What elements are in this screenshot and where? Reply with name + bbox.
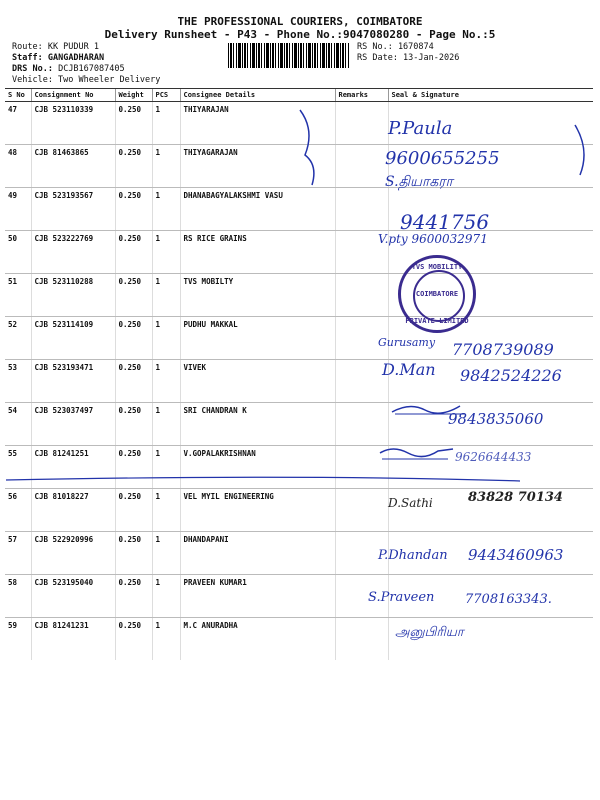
consignment-cell: CJB 81241251 xyxy=(31,446,115,489)
runsheet-subtitle: Delivery Runsheet - P43 - Phone No.:9047080280 - Page No.:5 xyxy=(104,28,496,41)
sno-cell: 50 xyxy=(5,231,31,274)
handwritten-phone-49: 9441756 xyxy=(400,210,490,234)
col-consignee: Consignee Details xyxy=(180,89,335,102)
consignee-cell: DHANDAPANI xyxy=(180,532,335,575)
handwritten-signature-58: S.Praveen xyxy=(368,590,435,605)
consignment-cell: CJB 523193567 xyxy=(31,188,115,231)
sno-cell: 55 xyxy=(5,446,31,489)
weight-cell: 0.250 xyxy=(115,188,152,231)
pcs-cell: 1 xyxy=(152,532,180,575)
pcs-cell: 1 xyxy=(152,489,180,532)
pcs-cell: 1 xyxy=(152,102,180,145)
handwritten-phone-55: 9626644433 xyxy=(455,450,532,464)
handwritten-phone-57: 9443460963 xyxy=(468,546,564,564)
handwritten-signature-57: P.Dhandan xyxy=(378,548,448,563)
col-signature: Seal & Signature xyxy=(388,89,593,102)
pcs-cell: 1 xyxy=(152,145,180,188)
sno-cell: 59 xyxy=(8,621,18,630)
weight-cell: 0.250 xyxy=(115,145,152,188)
consignment-cell: CJB 523110339 xyxy=(31,102,115,145)
company-title: THE PROFESSIONAL COURIERS, COIMBATORE xyxy=(177,15,423,28)
weight-cell: 0.250 xyxy=(115,489,152,532)
handwritten-phone-56: 83828 70134 xyxy=(468,490,563,505)
handwritten-phone-58: 7708163343. xyxy=(465,592,552,607)
consignment-cell: CJB 523193471 xyxy=(31,360,115,403)
col-pcs: PCS xyxy=(152,89,180,102)
sno-cell: 57 xyxy=(5,532,31,575)
brace-mark-right xyxy=(575,125,584,175)
handwritten-signature-55 xyxy=(378,443,456,463)
pcs-cell: 1 xyxy=(152,360,180,403)
drs-number: DCJB167087405 xyxy=(58,64,125,74)
weight-cell: 0.250 xyxy=(115,274,152,317)
pcs-cell: 1 xyxy=(152,231,180,274)
consignee-cell: SRI CHANDRAN K xyxy=(180,403,335,446)
pcs-cell: 1 xyxy=(152,188,180,231)
consignee-cell: M.C ANURADHA xyxy=(180,618,335,661)
rs-date: RS Date: 13-Jan-2026 xyxy=(357,53,460,63)
consignment-cell: CJB 81241231 xyxy=(31,618,115,661)
sno-cell: 53 xyxy=(5,360,31,403)
weight-cell: 0.250 xyxy=(115,360,152,403)
col-consignment: Consignment No xyxy=(31,89,115,102)
pcs-cell: 1 xyxy=(152,618,180,661)
handwritten-signature-48: S.தியாகரா xyxy=(385,174,453,190)
weight-cell: 0.250 xyxy=(115,403,152,446)
sno-cell: 48 xyxy=(5,145,31,188)
handwritten-signature-53: D.Man xyxy=(382,360,436,379)
sno-cell: 52 xyxy=(5,317,31,360)
weight-cell: 0.250 xyxy=(115,532,152,575)
weight-cell: 0.250 xyxy=(115,575,152,618)
stamp-bottom-text: PRIVATE LIMITED xyxy=(405,317,469,325)
pcs-cell: 1 xyxy=(152,317,180,360)
stamp-middle-text: COIMBATORE xyxy=(415,290,459,298)
consignee-cell: VIVEK xyxy=(180,360,335,403)
consignee-cell: PUDHU MAKKAL xyxy=(180,317,335,360)
consignee-cell: DHANABAGYALAKSHMI VASU xyxy=(180,188,335,231)
sno-cell: 54 xyxy=(5,403,31,446)
consignee-cell: VEL MYIL ENGINEERING xyxy=(180,489,335,532)
staff-name: GANGADHARAN xyxy=(47,53,105,63)
consignee-cell: THIYARAJAN xyxy=(180,102,335,145)
consignee-cell: V.GOPALAKRISHNAN xyxy=(180,446,335,489)
consignment-cell: CJB 523110288 xyxy=(31,274,115,317)
weight-cell: 0.250 xyxy=(115,618,152,661)
route-label: Route: KK PUDUR 1 xyxy=(12,42,99,52)
weight-cell: 0.250 xyxy=(115,102,152,145)
weight-cell: 0.250 xyxy=(115,317,152,360)
col-sno: S No xyxy=(5,89,31,102)
pcs-cell: 1 xyxy=(152,575,180,618)
consignment-cell: CJB 522920996 xyxy=(31,532,115,575)
rs-number: RS No.: 1670874 xyxy=(357,42,434,52)
brace-mark-left xyxy=(300,110,314,185)
consignee-cell: RS RICE GRAINS xyxy=(180,231,335,274)
consignment-cell: CJB 523037497 xyxy=(31,403,115,446)
col-remarks: Remarks xyxy=(335,89,388,102)
pen-divider-line xyxy=(6,477,520,481)
handwritten-signature-47: P.Paula xyxy=(388,118,453,139)
sno-cell: 58 xyxy=(5,575,31,618)
consignment-cell: CJB 523222769 xyxy=(31,231,115,274)
pcs-cell: 1 xyxy=(152,403,180,446)
weight-cell: 0.250 xyxy=(115,231,152,274)
staff-label: Staff: xyxy=(12,53,43,63)
handwritten-signature-59: அனுபிரியா xyxy=(395,625,464,640)
handwritten-phone-54: 9843835060 xyxy=(448,410,544,428)
consignment-cell: CJB 523114109 xyxy=(31,317,115,360)
sno-cell: 49 xyxy=(5,188,31,231)
consignee-cell: PRAVEEN KUMAR1 xyxy=(180,575,335,618)
col-weight: Weight xyxy=(115,89,152,102)
consignee-cell: THIYAGARAJAN xyxy=(180,145,335,188)
handwritten-signature-52: Gurusamy xyxy=(378,336,436,349)
consignment-cell: CJB 81463865 xyxy=(31,145,115,188)
consignment-cell: CJB 81018227 xyxy=(31,489,115,532)
signature-stroke xyxy=(380,449,453,457)
stamp-top-text: TVS MOBILITY xyxy=(411,263,463,271)
drs-label: DRS No.: xyxy=(12,64,53,74)
consignment-cell: CJB 523195040 xyxy=(31,575,115,618)
handwritten-signature-56: D.Sathi xyxy=(388,496,433,510)
handwritten-phone-53: 9842524226 xyxy=(460,366,562,385)
consignee-cell: TVS MOBILTY xyxy=(180,274,335,317)
sno-cell: 47 xyxy=(5,102,31,145)
handwritten-phone-52: 7708739089 xyxy=(452,340,554,359)
sno-cell: 51 xyxy=(5,274,31,317)
pcs-cell: 1 xyxy=(152,274,180,317)
weight-cell: 0.250 xyxy=(115,446,152,489)
sno-cell: 56 xyxy=(5,489,31,532)
vehicle-label: Vehicle: Two Wheeler Delivery xyxy=(12,75,161,85)
handwritten-phone-48: 9600655255 xyxy=(385,148,500,169)
company-seal-stamp xyxy=(398,255,476,333)
handwritten-signature-50: V.pty 9600032971 xyxy=(378,232,488,246)
pcs-cell: 1 xyxy=(152,446,180,489)
